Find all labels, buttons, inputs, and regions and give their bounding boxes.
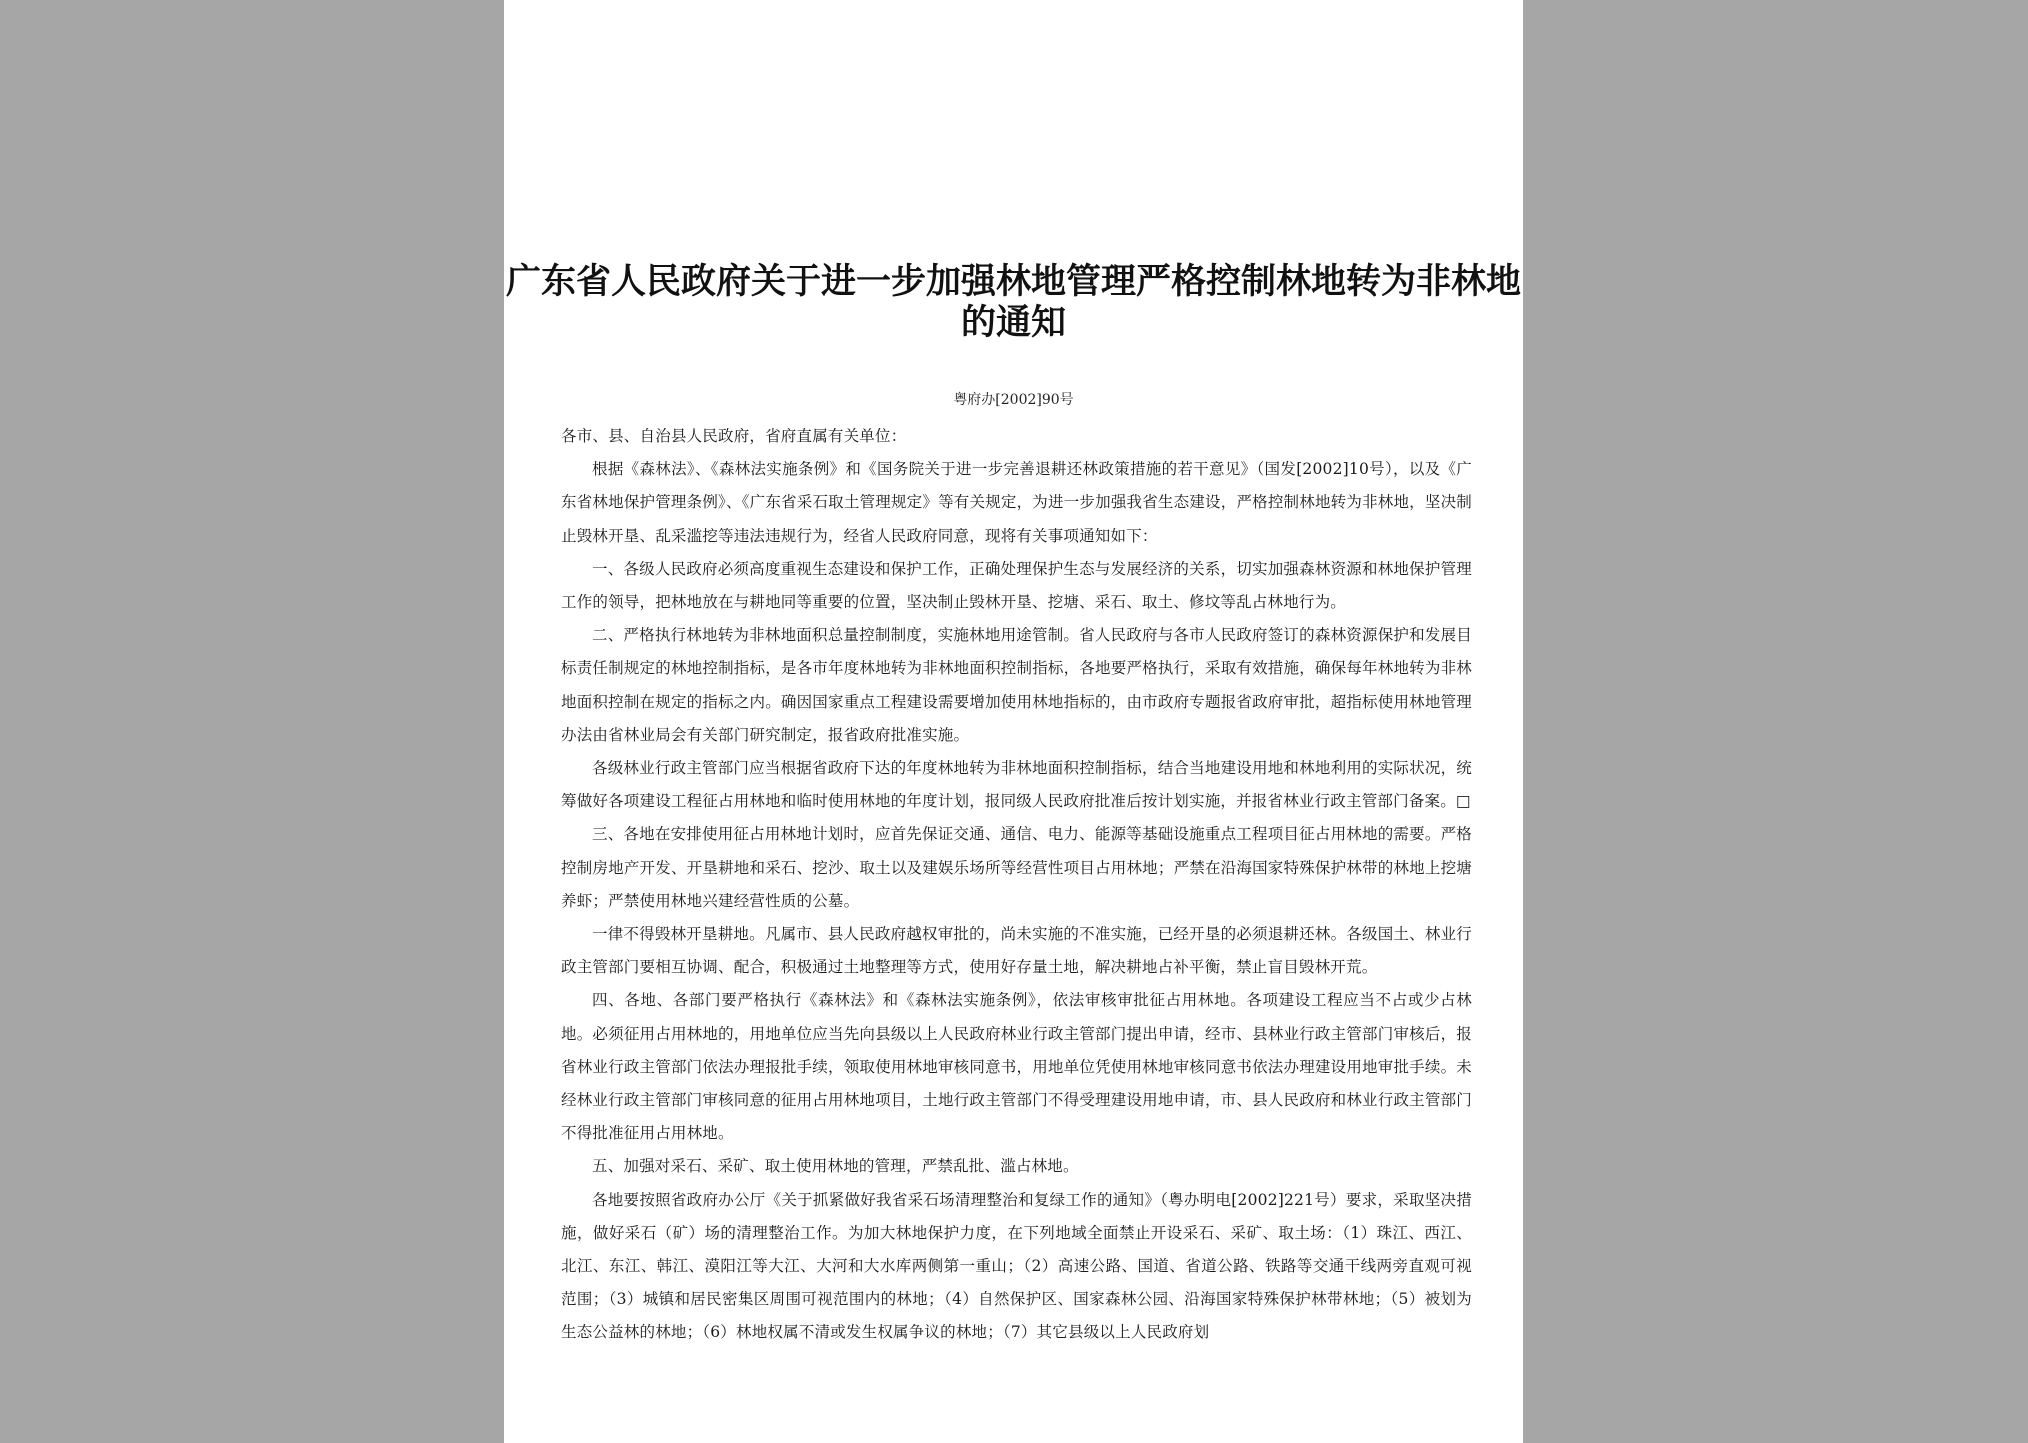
paragraph-item-2-detail: 各级林业行政主管部门应当根据省政府下达的年度林地转为非林地面积控制指标，结合当地建设用地和林地利用的实际状况，统筹做好各项建设工程征占用林地和临时使用林地的年度计划，报同级人民政府批准后按计划实施，并报省林业行政主管部门备案。□ bbox=[561, 759, 1472, 811]
paragraph-item-3-detail: 一律不得毁林开垦耕地。凡属市、县人民政府越权审批的，尚未实施的不准实施，已经开垦的必须退耕还林。各级国土、林业行政主管部门要相互协调、配合，积极通过土地整理等方式，使用好存量土地，解决耕地占补平衡，禁止盲目毁林开荒。 bbox=[561, 925, 1472, 977]
paragraph-item-3: 三、各地在安排使用征占用林地计划时，应首先保证交通、通信、电力、能源等基础设施重点工程项目征占用林地的需要。严格控制房地产开发、开垦耕地和采石、挖沙、取土以及建娱乐场所等经营性项目占用林地；严禁在沿海国家特殊保护林带的林地上挖塘养虾；严禁使用林地兴建经营性质的公墓。 bbox=[561, 825, 1472, 910]
paragraph-item-2: 二、严格执行林地转为非林地面积总量控制制度，实施林地用途管制。省人民政府与各市人民政府签订的森林资源保护和发展目标责任制规定的林地控制指标，是各市年度林地转为非林地面积控制指标，各地要严格执行，采取有效措施，确保每年林地转为非林地面积控制在规定的指标之内。确因国家重点工程建设需要增加使用林地指标的，由市政府专题报省政府审批，超指标使用林地管理办法由省林业局会有关部门研究制定，报省政府批准实施。 bbox=[561, 626, 1472, 744]
document-body bbox=[561, 420, 1472, 1350]
paragraph-preamble: 根据《森林法》、《森林法实施条例》和《国务院关于进一步完善退耕还林政策措施的若干意见》（国发[2002]10号），以及《广东省林地保护管理条例》、《广东省采石取土管理规定》等有关规定，为进一步加强我省生态建设，严格控制林地转为非林地，坚决制止毁林开垦、乱采滥挖等违法违规行为，经省人民政府同意，现将有关事项通知如下： bbox=[561, 460, 1472, 545]
paragraph-item-5: 五、加强对采石、采矿、取土使用林地的管理，严禁乱批、滥占林地。 bbox=[592, 1157, 1079, 1176]
document-title: 广东省人民政府关于进一步加强林地管理严格控制林地转为非林地的通知 bbox=[505, 262, 1521, 343]
paragraph-item-1: 一、各级人民政府必须高度重视生态建设和保护工作，正确处理保护生态与发展经济的关系，切实加强森林资源和林地保护管理工作的领导，把林地放在与耕地同等重要的位置，坚决制止毁林开垦、挖塘、采石、取土、修坟等乱占林地行为。 bbox=[561, 559, 1472, 612]
document-page bbox=[504, 0, 1523, 1443]
document-number: 粤府办[2002]90号 bbox=[953, 392, 1074, 408]
salutation: 各市、县、自治县人民政府，省府直属有关单位： bbox=[561, 427, 907, 445]
paragraph-item-4: 四、各地、各部门要严格执行《森林法》和《森林法实施条例》，依法审核审批征占用林地。各项建设工程应当不占或少占林地。必须征用占用林地的，用地单位应当先向县级以上人民政府林业行政主管部门提出申请，经市、县林业行政主管部门审核后，报省林业行政主管部门依法办理报批手续，领取使用林地审核同意书，用地单位凭使用林地审核同意书依法办理建设用地审批手续。未经林业行政主管部门审核同意的征用占用林地项目，土地行政主管部门不得受理建设用地申请，市、县人民政府和林业行政主管部门不得批准征用占用林地。 bbox=[561, 991, 1472, 1143]
paragraph-item-5-detail: 各地要按照省政府办公厅《关于抓紧做好我省采石场清理整治和复绿工作的通知》（粤办明电[2002]221号）要求，采取坚决措施，做好采石（矿）场的清理整治工作。为加大林地保护力度，在下列地域全面禁止开设采石、采矿、取土场：（1）珠江、西江、北江、东江、韩江、漠阳江等大江、大河和大水库两侧第一重山；（2）高速公路、国道、省道公路、铁路等交通干线两旁直观可视范围；（3）城镇和居民密集区周围可视范围内的林地；（4）自然保护区、国家森林公园、沿海国家特殊保护林带林地；（5）被划为生态公益林的林地；（6）林地权属不清或发生权属争议的林地；（7）其它县级以上人民政府划 bbox=[561, 1190, 1472, 1342]
